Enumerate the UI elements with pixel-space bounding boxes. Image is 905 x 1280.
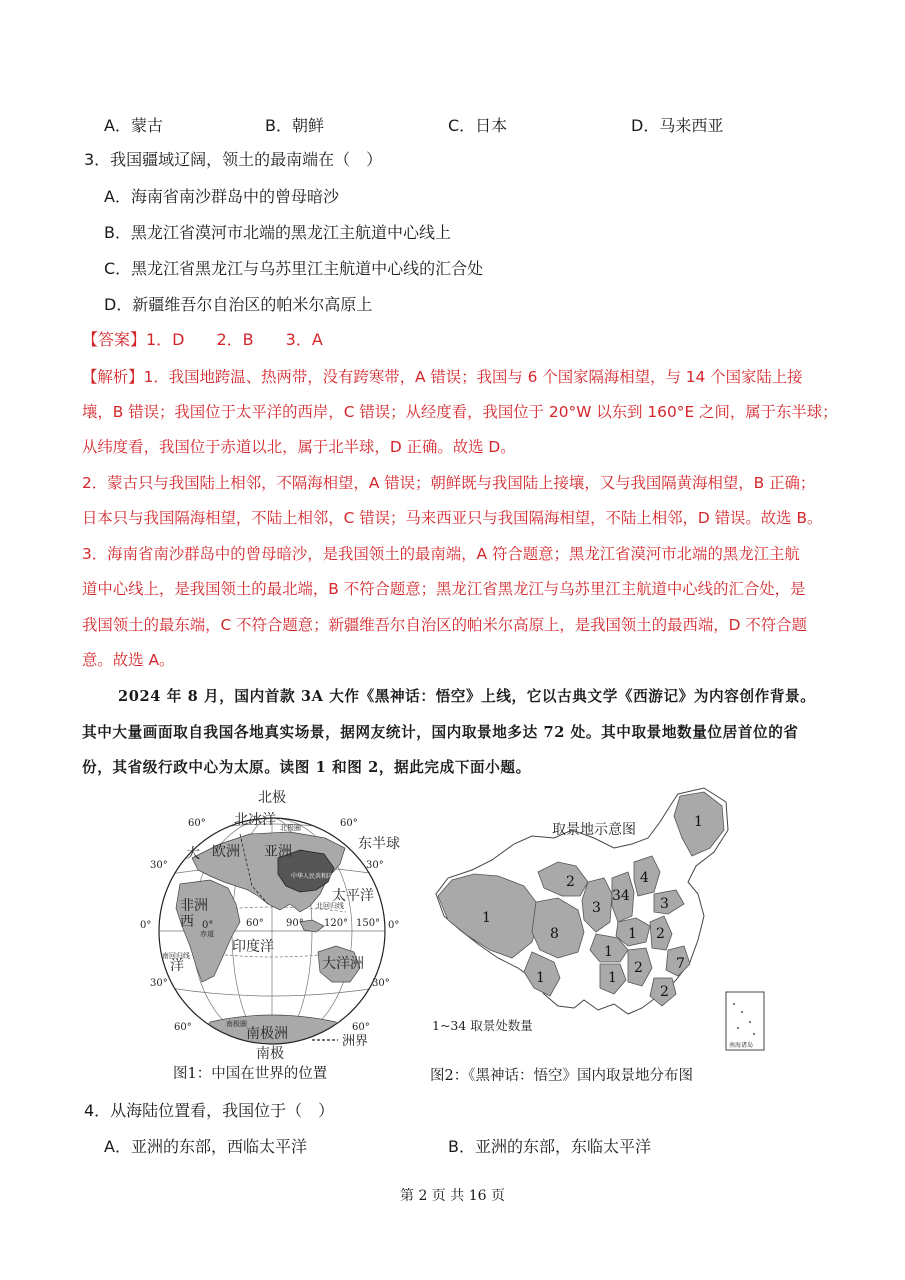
passage-line-3: 份，其省级行政中心为太原。读图 1 和图 2，据此完成下面小题。 [82, 759, 531, 776]
count-jiangxi: 2 [634, 960, 643, 976]
passage-line-1: 2024 年 8 月，国内首款 3A 大作《黑神话：悟空》上线，它以古典文学《西游记》为内容创作背景。 [118, 688, 816, 705]
pacific-label: 太平洋 [332, 888, 374, 904]
figure1-globe-map [140, 786, 410, 1061]
africa-label: 非洲 [180, 898, 208, 914]
antarctic-circle-label: 南极圈 [226, 1020, 247, 1028]
figure2-legend: 1~34 取景处数量 [432, 1018, 533, 1033]
passage-line-2: 其中大量画面取自我国各地真实场景，据网友统计，国内取景地多达 72 处。其中取景地数量位居首位的省 [82, 724, 799, 741]
count-shaanxi: 3 [592, 900, 601, 916]
south-pole-label: 南极 [256, 1046, 284, 1061]
page-footer: 第 2 页 共 16 页 [400, 1188, 505, 1204]
arctic-circle-label: 北极圈 [280, 824, 301, 832]
q2-option-c: C．日本 [448, 116, 508, 135]
count-hubei: 1 [604, 944, 613, 960]
q3-option-a: A．海南省南沙群岛中的曾母暗沙 [104, 187, 339, 206]
q2-option-b: B．朝鲜 [265, 116, 324, 135]
deg-60n-left: 60° [188, 818, 206, 829]
indian-ocean-label: 印度洋 [232, 939, 274, 955]
deg-60n-right: 60° [340, 818, 358, 829]
count-fujian: 2 [660, 984, 669, 1000]
deg-30s-left: 30° [150, 978, 168, 989]
analysis-line-2: 壤，B 错误；我国位于太平洋的西岸，C 错误；从经度看，我国位于 20°W 以东到 160°E 之间，属于东半球； [82, 403, 838, 421]
deg-lon90: 90° [286, 918, 304, 929]
answer-line: 【答案】1．D 2．B 3．A [82, 330, 323, 349]
west-mid-label: 西 [180, 914, 194, 930]
analysis-line-1: 【解析】1．我国地跨温、热两带，没有跨寒带，A 错误；我国与 6 个国家隔海相望，与 14 个国家陆上接 [82, 368, 803, 386]
q2-option-d: D．马来西亚 [631, 116, 724, 135]
count-henan: 1 [628, 926, 637, 942]
west-left-label: 大 [186, 846, 200, 862]
q4-option-b: B．亚洲的东部，东临太平洋 [448, 1137, 651, 1156]
analysis-line-3: 从纬度看，我国位于赤道以北，属于北半球，D 正确。故选 D。 [82, 438, 516, 456]
deg-30n-right: 30° [366, 860, 384, 871]
count-shanxi: 34 [612, 888, 630, 904]
tropic-cancer-label: 北回归线 [316, 902, 344, 910]
deg-60s-left: 60° [174, 1022, 192, 1033]
count-anhui: 2 [656, 926, 665, 942]
deg-lon60: 60° [246, 918, 264, 929]
figure2-china-map [428, 782, 768, 1062]
deg-eq-right: 0° [388, 920, 400, 931]
figure2-caption: 图2：《黑神话：悟空》国内取景地分布图 [430, 1068, 693, 1084]
count-sichuan: 8 [550, 926, 559, 942]
analysis-line-8: 我国领土的最东端，C 不符合题意；新疆维吾尔自治区的帕米尔高原上，是我国领土的最西端，D 不符合题 [82, 616, 807, 634]
deg-lon120: 120° [324, 918, 349, 929]
figure1-caption: 图1：中国在世界的位置 [173, 1066, 328, 1082]
count-hebei: 4 [640, 870, 649, 886]
boundary-legend-label: 洲界 [342, 1034, 369, 1049]
count-shandong: 3 [660, 896, 669, 912]
q4-stem: 4．从海陆位置看，我国位于（ ） [84, 1101, 335, 1120]
arctic-ocean-label: 北冰洋 [234, 812, 276, 828]
analysis-line-7: 道中心线上，是我国领土的最北端，B 不符合题意；黑龙江省黑龙江与乌苏里江主航道中心线的汇合处，是 [82, 580, 806, 598]
count-hunan: 1 [608, 970, 617, 986]
count-heilongjiang: 1 [694, 814, 703, 830]
north-pole-label: 北极 [258, 790, 286, 806]
count-tibet: 1 [482, 910, 491, 926]
equator-label: 赤道 [200, 930, 214, 938]
deg-60s-right: 60° [352, 1022, 370, 1033]
deg-30s-right: 30° [372, 978, 390, 989]
inset-label: 南海诸岛 [729, 1042, 754, 1049]
oceania-label: 大洋洲 [322, 956, 364, 972]
q3-stem: 3．我国疆域辽阔，领土的最南端在（ ） [84, 150, 383, 169]
deg-lon150: 150° [356, 918, 381, 929]
count-yunnan: 1 [536, 970, 545, 986]
analysis-line-9: 意。故选 A。 [82, 651, 175, 669]
tropic-capricorn-label: 南回归线 [162, 952, 190, 960]
analysis-line-5: 日本只与我国隔海相望，不陆上相邻，C 错误；马来西亚只与我国隔海相望，不陆上相邻，D 错误。故选 B。 [82, 509, 823, 527]
q4-option-a: A．亚洲的东部，西临太平洋 [104, 1137, 307, 1156]
analysis-line-4: 2．蒙古只与我国陆上相邻，不隔海相望，A 错误；朝鲜既与我国陆上接壤，又与我国隔黄海相望，B 正确； [82, 474, 816, 492]
west-bottom-label: 洋 [170, 958, 184, 974]
figure2-title: 取景地示意图 [552, 822, 636, 838]
analysis-line-6: 3．海南省南沙群岛中的曾母暗沙，是我国领土的最南端，A 符合题意；黑龙江省漠河市北端的黑龙江主航 [82, 545, 800, 563]
count-gansu: 2 [566, 874, 575, 890]
deg-lon0: 0° [202, 920, 214, 931]
europe-label: 欧洲 [212, 844, 240, 860]
deg-eq-left: 0° [140, 920, 152, 931]
deg-30n-left: 30° [150, 860, 168, 871]
q3-option-b: B．黑龙江省漠河市北端的黑龙江主航道中心线上 [104, 223, 451, 242]
china-label: 中华人民共和国 [291, 873, 334, 880]
q2-option-a: A．蒙古 [104, 116, 163, 135]
asia-label: 亚洲 [264, 844, 292, 860]
q3-option-d: D．新疆维吾尔自治区的帕米尔高原上 [104, 295, 373, 314]
antarctica-label: 南极洲 [246, 1026, 288, 1042]
q3-option-c: C．黑龙江省黑龙江与乌苏里江主航道中心线的汇合处 [104, 259, 484, 278]
count-zhejiang: 7 [676, 956, 685, 972]
east-hemisphere-label: 东半球 [358, 836, 400, 852]
